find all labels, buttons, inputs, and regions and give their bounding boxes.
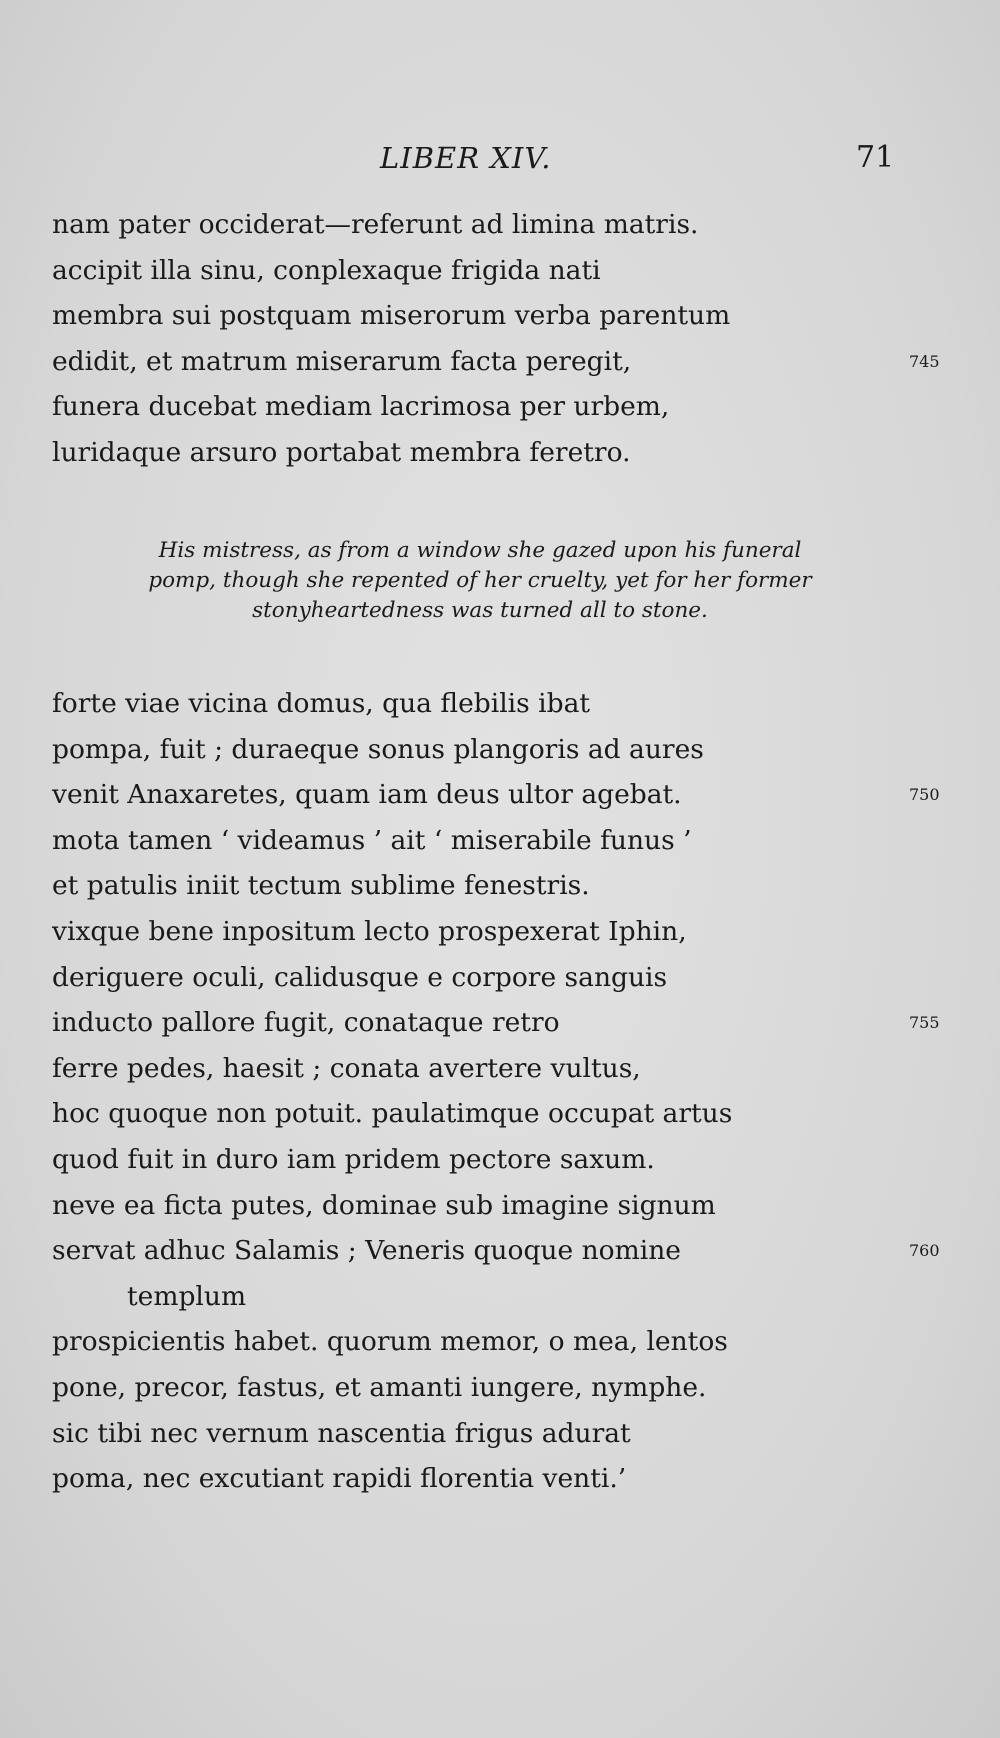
verse-line [52,1319,912,1365]
verse-text: pompa, fuit ; duraeque sonus plangoris ad aures [52,733,704,765]
line-number: 745 [909,351,940,371]
verse-text: prospicientis habet. quorum memor, o mea, lentos [52,1326,728,1358]
verse-block-1 [52,202,940,476]
verse-text: quod fuit in duro iam pridem pectore saxum. [52,1143,655,1175]
verse-line [52,1411,912,1457]
verse-line [52,1365,912,1411]
verse-line [52,1091,912,1137]
verse-text: edidit, et matrum miserarum facta peregit, [52,345,632,377]
verse-line [52,863,912,909]
line-number: 760 [909,1241,940,1261]
verse-text: funera ducebat mediam lacrimosa per urbem, [52,391,670,423]
verse-text: forte viae vicina domus, qua flebilis ibat [52,688,591,719]
verse-line [52,384,912,430]
verse-line [52,339,940,385]
verse-line [52,818,912,864]
verse-text: nam pater occiderat—referunt ad limina matris. [52,209,699,240]
verse-text: neve ea ficta putes, dominae sub imagine signum [52,1189,716,1221]
verse-line [52,293,912,339]
argument-line: pomp, though she repented of her cruelty, yet for her former [148,568,812,593]
verse-line [52,772,940,818]
verse-text: deriguere oculi, calidusque e corpore sanguis [52,961,668,993]
verse-line [52,1137,912,1183]
verse-text: venit Anaxaretes, quam iam deus ultor agebat. [52,779,682,811]
verse-text: vixque bene inpositum lecto prospexerat Iphin, [52,915,687,947]
verse-line [52,955,912,1001]
verse-line [52,1228,940,1274]
verse-text: et patulis iniit tectum sublime fenestris. [52,870,590,902]
verse-line [52,248,912,294]
verse-text: mota tamen ‘ videamus ’ ait ‘ miserabile funus ’ [52,824,692,856]
verse-line [52,430,912,476]
line-number: 755 [909,1013,940,1033]
verse-line [52,1456,912,1502]
verse-text: ferre pedes, haesit ; conata avertere vultus, [52,1052,641,1084]
verse-text: accipit illa sinu, conplexaque frigida nati [52,254,601,286]
verse-text: luridaque arsuro portabat membra feretro. [52,436,631,468]
line-number: 750 [909,785,940,805]
verse-line [52,202,912,248]
verse-line [52,1183,912,1229]
page-header [0,138,1000,178]
verse-text: inducto pallore fugit, conataque retro [52,1007,560,1039]
verse-line [52,727,912,773]
argument-line: stonyheartedness was turned all to stone. [252,598,708,623]
verse-line [52,1046,912,1092]
verse-line [52,681,912,727]
verse-line-continuation [52,1274,912,1320]
verse-line [52,909,912,955]
verse-text: hoc quoque non potuit. paulatimque occupat artus [52,1098,733,1130]
verse-text: membra sui postquam miserorum verba parentum [52,300,731,332]
argument-summary [50,536,910,626]
verse-block-2 [52,681,940,1502]
verse-text: poma, nec excutiant rapidi florentia venti.’ [52,1463,627,1495]
verse-text: pone, precor, fastus, et amanti iungere, nymphe. [52,1371,707,1403]
page-number: 71 [856,140,895,175]
running-title: LIBER XIV. [380,141,552,175]
verse-text: templum [127,1280,247,1312]
verse-text: sic tibi nec vernum nascentia frigus adurat [52,1417,631,1449]
verse-text: servat adhuc Salamis ; Veneris quoque nomine [52,1235,681,1267]
verse-line [52,1000,940,1046]
argument-line: His mistress, as from a window she gazed upon his funeral [158,538,802,563]
